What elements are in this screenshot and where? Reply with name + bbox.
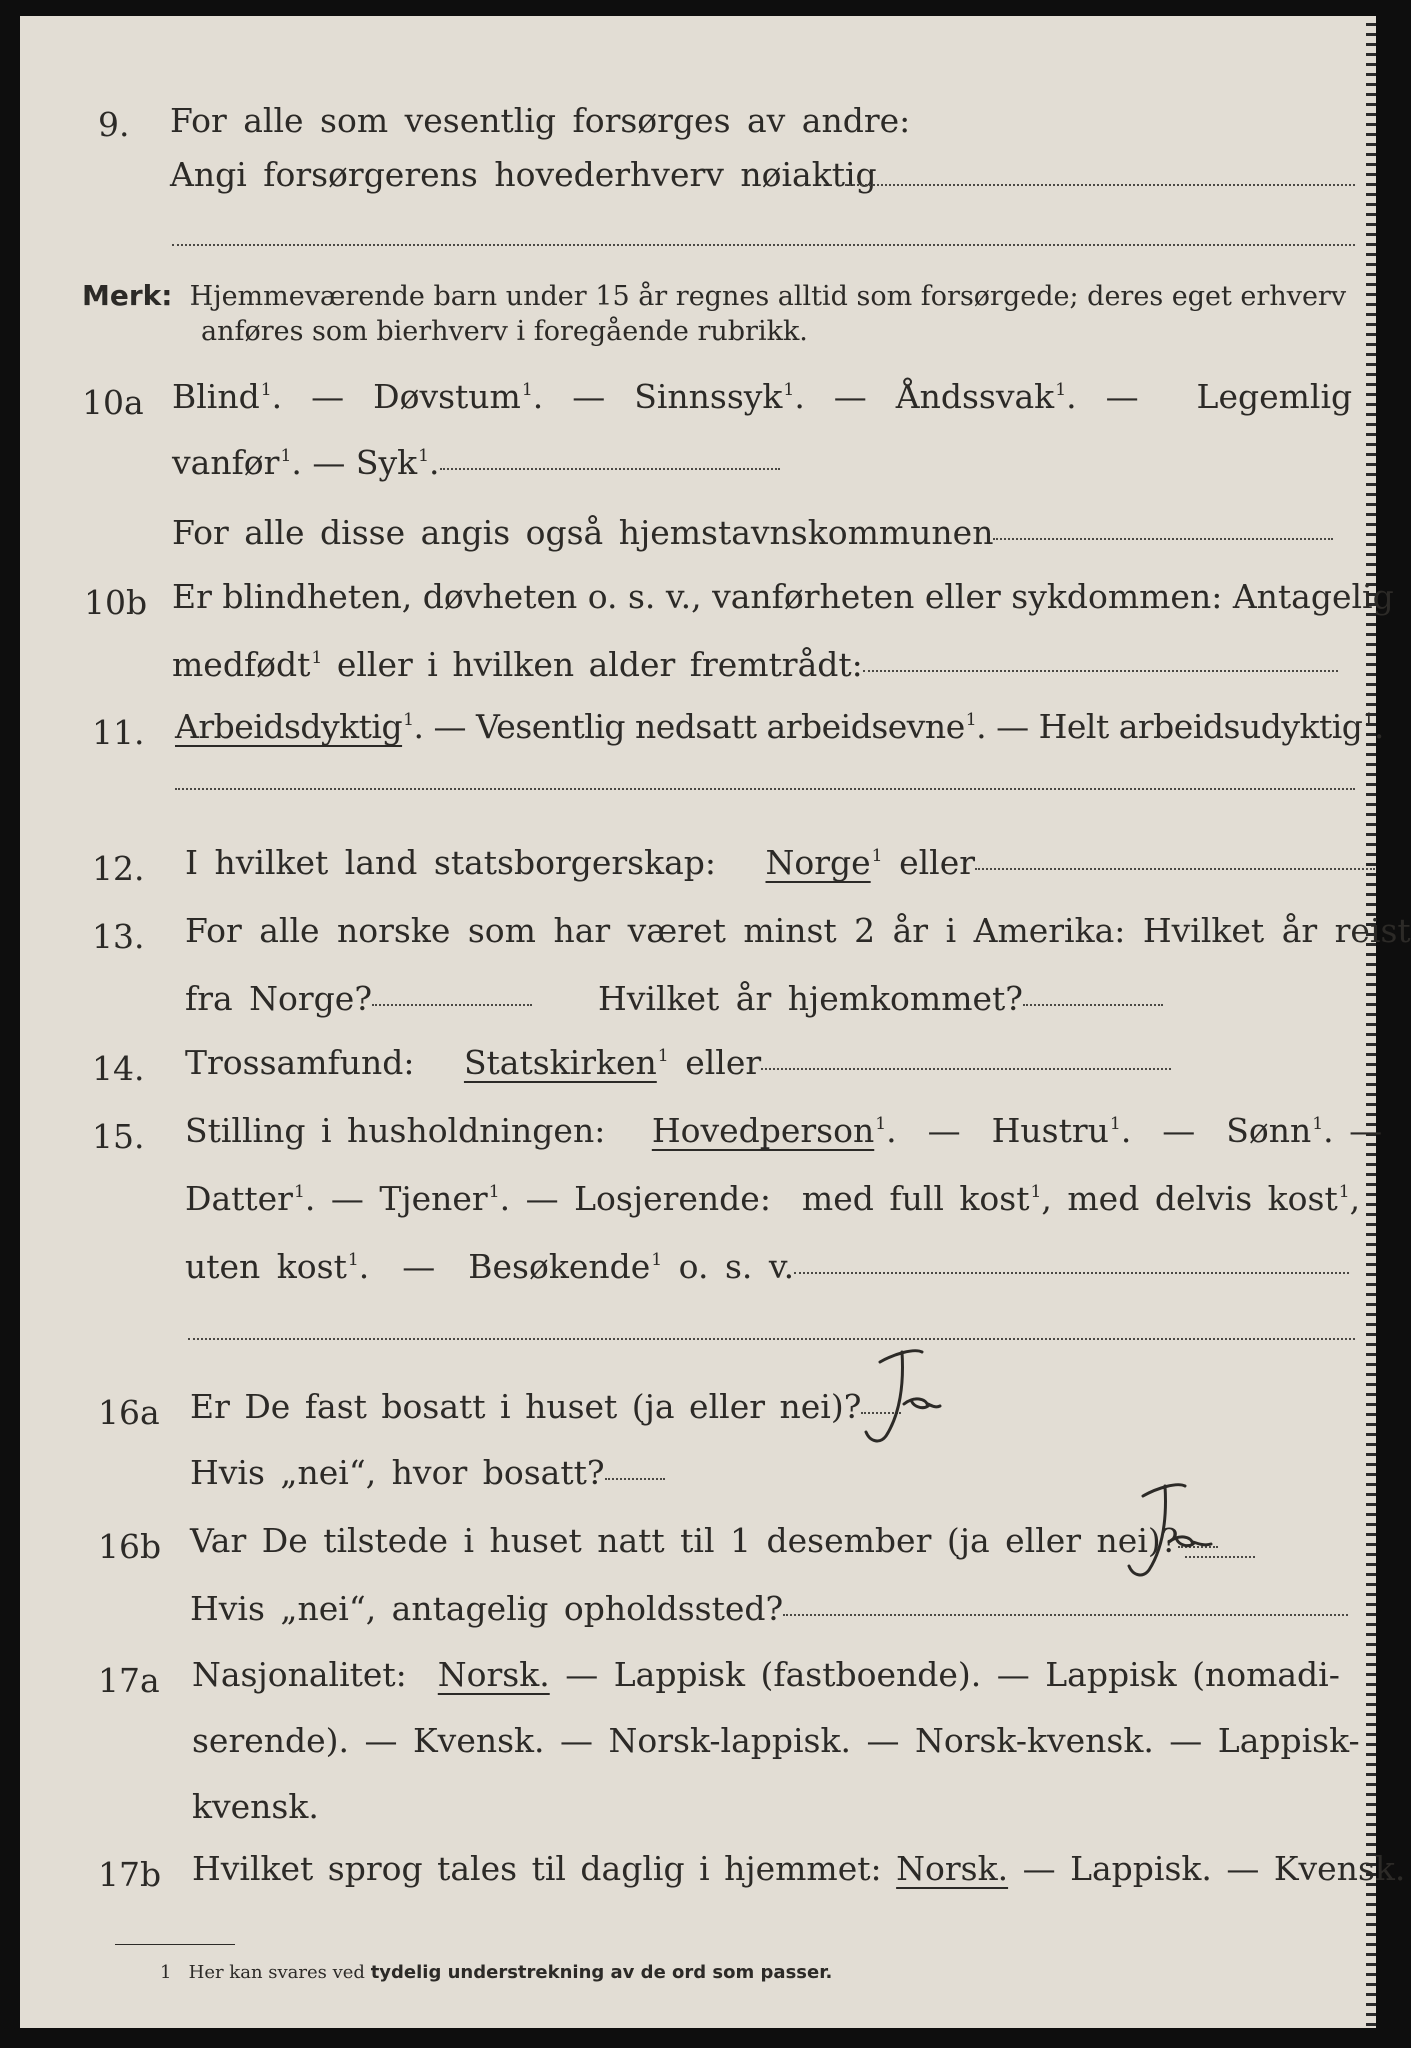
handwritten-ja-16a [842, 1344, 952, 1454]
q13-hjemkommet-answer-line[interactable] [1023, 1004, 1163, 1006]
q15-line2: Datter$^1$. — Tjener$^1$. — Losjerende: med full kost$^1$, med delvis kost$^1$, [185, 1179, 1361, 1218]
q17b-norsk-underlined: Norsk. [896, 1849, 1009, 1888]
q17a-line1: Nasjonalitet: Norsk. — Lappisk (fastboende). — Lappisk (nomadi- [192, 1655, 1340, 1694]
q15-answer-line[interactable] [794, 1272, 1349, 1274]
q13-reist-answer-line[interactable] [372, 1004, 532, 1006]
form-page [20, 16, 1411, 2028]
q15-answer-line-2[interactable] [188, 1338, 1355, 1340]
q9-line2: Angi forsørgerens hovederhverv nøiaktig [170, 155, 877, 194]
q16b-line1: Var De tilstede i huset natt til 1 desember (ja eller nei)? [190, 1524, 1218, 1557]
q16a-bosatt-answer-line[interactable] [605, 1478, 665, 1480]
item-number-16b: 16b [98, 1527, 162, 1566]
q16b-answer-line-tail[interactable] [1185, 1556, 1255, 1558]
item-number-17a: 17a [98, 1661, 160, 1700]
q11-answer-line[interactable] [175, 788, 1355, 790]
q11-arbeidsdyktig-underlined: Arbeidsdyktig [175, 707, 403, 746]
q13-line1: For alle norske som har været minst 2 år i Amerika: Hvilket år reist [185, 911, 1411, 950]
q17a-norsk-underlined: Norsk. [437, 1655, 550, 1694]
item-number-11: 11. [92, 713, 145, 752]
q10a-syk-answer-line[interactable] [440, 468, 780, 470]
q12-line: I hvilket land statsborgerskap: Norge$^1$ eller [185, 846, 1375, 879]
q14-statskirken-underlined: Statskirken [463, 1043, 657, 1082]
q15-line3: uten kost$^1$. — Besøkende$^1$ o. s. v. [185, 1250, 1349, 1283]
q12-norge-underlined: Norge [765, 843, 871, 882]
footnote: 1 Her kan svares ved tydelig understrekning av de ord som passer. [160, 1962, 833, 1983]
q16a-line2: Hvis „nei“, hvor bosatt? [190, 1456, 665, 1489]
q10a-hjemstavn-answer-line[interactable] [993, 538, 1333, 540]
item-number-10a: 10a [82, 383, 144, 422]
item-number-17b: 17b [98, 1855, 162, 1894]
q10a-line2: vanfør$^1$. — Syk$^1$. [172, 446, 780, 479]
q9-answer-line-1[interactable] [845, 184, 1355, 186]
item-number-10b: 10b [84, 583, 148, 622]
q15-hovedperson-underlined: Hovedperson [651, 1111, 875, 1150]
q9-answer-line-2[interactable] [172, 244, 1355, 246]
q13-line2: fra Norge? Hvilket år hjemkommet? [185, 982, 1163, 1015]
merk-line1: Hjemmeværende barn under 15 år regnes alltid som forsørgede; deres eget erhverv [189, 281, 1347, 312]
item-number-13: 13. [92, 917, 145, 956]
q14-line: Trossamfund: Statskirken$^1$ eller [185, 1046, 1171, 1079]
q16b-opholdssted-answer-line[interactable] [783, 1614, 1348, 1616]
q17a-line2: serende). — Kvensk. — Norsk-lappisk. — Norsk-kvensk. — Lappisk- [192, 1721, 1360, 1760]
handwritten-ja-16b [1105, 1478, 1225, 1588]
torn-edge [1366, 16, 1376, 2028]
merk-label: Merk: [82, 279, 173, 312]
q17b-line: Hvilket sprog tales til daglig i hjemmet: Norsk. — Lappisk. — Kvensk. [192, 1849, 1406, 1888]
q12-answer-line[interactable] [975, 868, 1375, 870]
q11-line: Arbeidsdyktig$^1$. — Vesentlig nedsatt arbeidsevne$^1$. — Helt arbeidsudyktig$^1$. [175, 707, 1384, 746]
item-number-15: 15. [92, 1117, 145, 1156]
q10b-line2: medfødt$^1$ eller i hvilken alder fremtrådt: [172, 648, 1338, 681]
q15-line1: Stilling i husholdningen: Hovedperson$^1$. — Hustru$^1$. — Sønn$^1$. — [185, 1111, 1383, 1150]
item-number-12: 12. [92, 849, 145, 888]
item-number-14: 14. [92, 1049, 145, 1088]
q14-answer-line[interactable] [761, 1068, 1171, 1070]
item-number-9: 9. [98, 105, 130, 144]
merk-note [82, 279, 1372, 312]
q10a-line1: Blind$^1$. — Døvstum$^1$. — Sinnssyk$^1$. — Åndssvak$^1$. — Legemlig [172, 377, 1353, 416]
q17a-line3: kvensk. [192, 1787, 319, 1826]
q16b-line2: Hvis „nei“, antagelig opholdssted? [190, 1592, 1348, 1625]
q10b-answer-line[interactable] [863, 670, 1338, 672]
q10b-line1: Er blindheten, døvheten o. s. v., vanførheten eller sykdommen: Antagelig [172, 577, 1394, 616]
q16a-line1: Er De fast bosatt i huset (ja eller nei)? [190, 1390, 901, 1423]
merk-line2: anføres som bierhverv i foregående rubrikk. [201, 316, 808, 347]
item-number-16a: 16a [98, 1393, 160, 1432]
q9-line1: For alle som vesentlig forsørges av andre: [170, 101, 911, 140]
footnote-rule [115, 1944, 235, 1945]
q10a-line3: For alle disse angis også hjemstavnskommunen [172, 516, 1333, 549]
